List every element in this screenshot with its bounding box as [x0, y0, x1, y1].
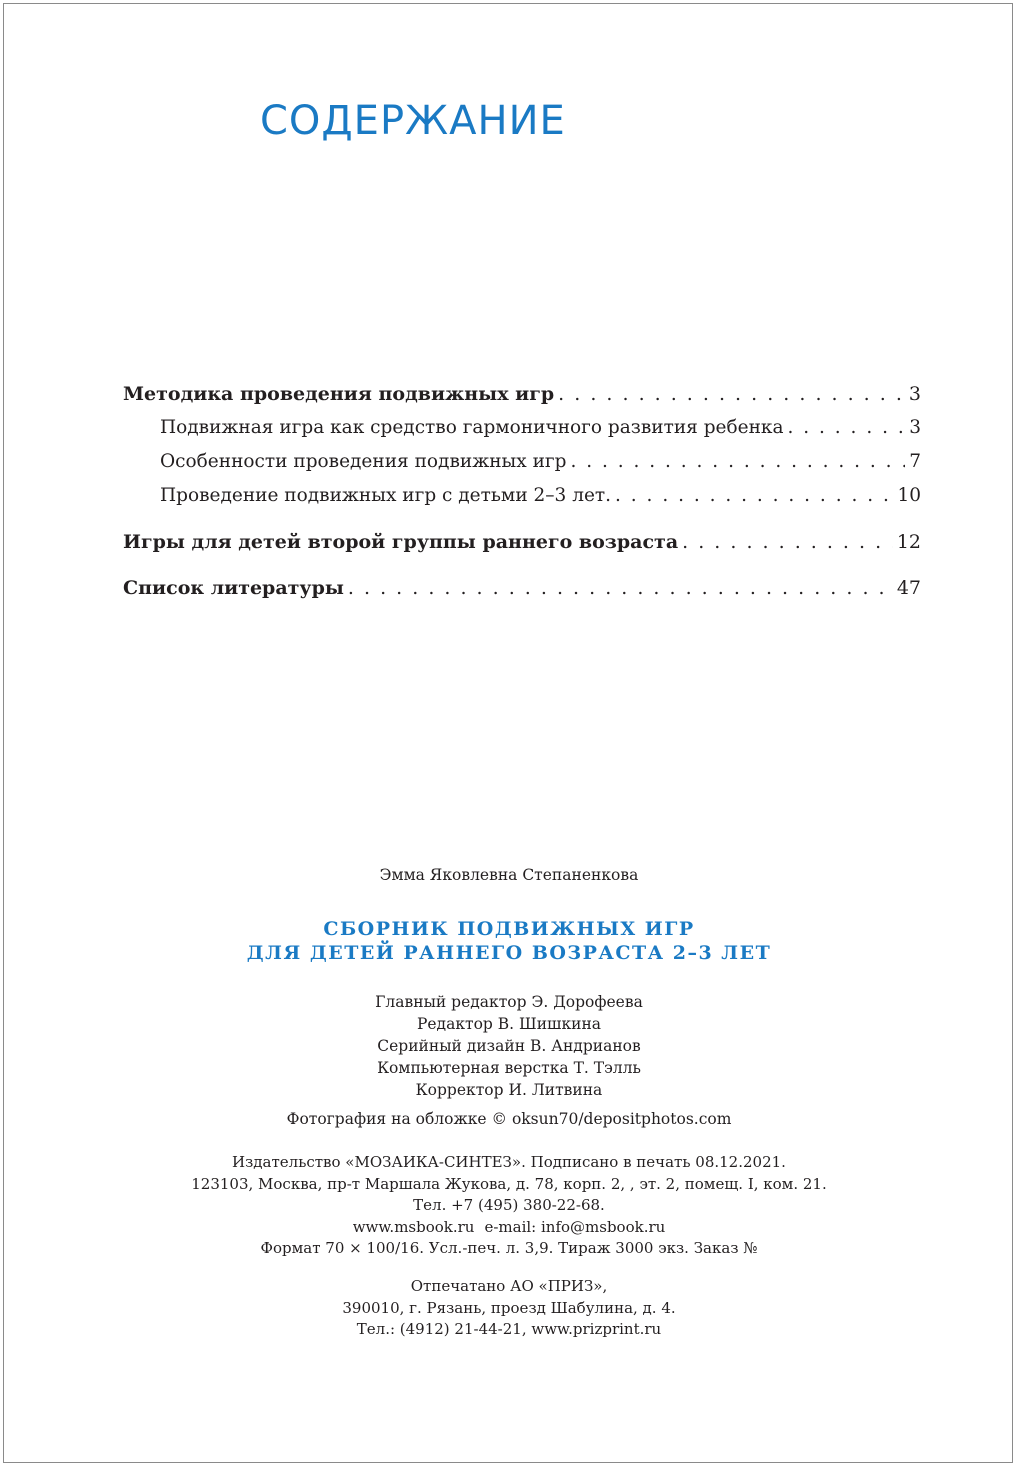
credit-line: Серийный дизайн В. Андрианов — [377, 1037, 641, 1055]
printer-contacts: Тел.: (4912) 21-44-21, www.prizprint.ru — [356, 1320, 662, 1338]
toc-entry[interactable] — [123, 451, 921, 485]
publisher-line: Издательство «МОЗАИКА-СИНТЕЗ». Подписано в печать 08.12.2021. — [232, 1153, 786, 1171]
toc-entry[interactable] — [123, 531, 921, 565]
publisher-format: Формат 70 × 100/16. Усл.-печ. л. 3,9. Тираж 3000 экз. Заказ № — [260, 1239, 758, 1257]
toc-entry-label: Список литературы — [123, 577, 344, 599]
publisher-address: 123103, Москва, пр-т Маршала Жукова, д. 78, корп. 2, , эт. 2, помещ. I, ком. 21. — [191, 1174, 827, 1193]
toc-entry[interactable] — [123, 577, 921, 611]
toc-leader-dots — [615, 485, 893, 506]
toc-leader-dots — [788, 417, 906, 438]
credit-line: Компьютерная верстка Т. Тэлль — [377, 1059, 641, 1077]
publisher-contacts — [0, 1217, 1018, 1239]
publisher-email[interactable]: e-mail: info@msbook.ru — [484, 1217, 666, 1236]
printer-info — [0, 1276, 1018, 1341]
toc-entry-page: 47 — [896, 577, 921, 599]
table-of-contents — [123, 383, 921, 611]
publisher-phone: Тел. +7 (495) 380-22-68. — [413, 1196, 605, 1214]
toc-leader-dots — [682, 531, 893, 553]
toc-entry-label: Подвижная игра как средство гармоничного развития ребенка — [160, 417, 784, 438]
toc-entry[interactable] — [123, 383, 921, 417]
toc-entry[interactable] — [123, 417, 921, 451]
toc-entry-page: 12 — [896, 531, 921, 553]
toc-entry-page: 10 — [897, 485, 921, 506]
toc-leader-dots — [570, 451, 905, 472]
credit-line: Редактор В. Шишкина — [416, 1015, 602, 1033]
credit-line: Корректор И. Литвина — [415, 1081, 603, 1099]
publisher-website[interactable]: www.msbook.ru — [352, 1217, 475, 1236]
toc-entry[interactable] — [123, 485, 921, 519]
printer-address: 390010, г. Рязань, проезд Шабулина, д. 4. — [342, 1298, 676, 1317]
book-title — [0, 917, 1018, 965]
toc-title: СОДЕРЖАНИЕ — [260, 98, 566, 144]
book-title-line: СБОРНИК ПОДВИЖНЫХ ИГР — [323, 918, 695, 940]
toc-entry-label: Особенности проведения подвижных игр — [160, 451, 567, 472]
toc-entry-page: 3 — [909, 417, 921, 438]
toc-entry-label: Игры для детей второй группы раннего возраста — [123, 531, 679, 553]
toc-entry-label: Проведение подвижных игр с детьми 2–3 лет. — [160, 485, 612, 506]
book-title-line: ДЛЯ ДЕТЕЙ РАННЕГО ВОЗРАСТА 2–3 ЛЕТ — [246, 942, 772, 964]
toc-leader-dots — [348, 577, 893, 599]
toc-leader-dots — [558, 383, 905, 405]
author-name: Эмма Яковлевна Степаненкова — [379, 866, 639, 884]
photo-credit: Фотография на обложке © oksun70/depositphotos.com — [286, 1110, 732, 1128]
publisher-info — [0, 1152, 1018, 1260]
toc-entry-page: 7 — [909, 451, 921, 472]
printer-line: Отпечатано АО «ПРИЗ», — [410, 1277, 608, 1295]
toc-entry-page: 3 — [908, 383, 921, 405]
credit-line: Главный редактор Э. Дорофеева — [375, 993, 643, 1011]
toc-entry-label: Методика проведения подвижных игр — [123, 383, 555, 405]
editorial-credits — [0, 991, 1018, 1101]
